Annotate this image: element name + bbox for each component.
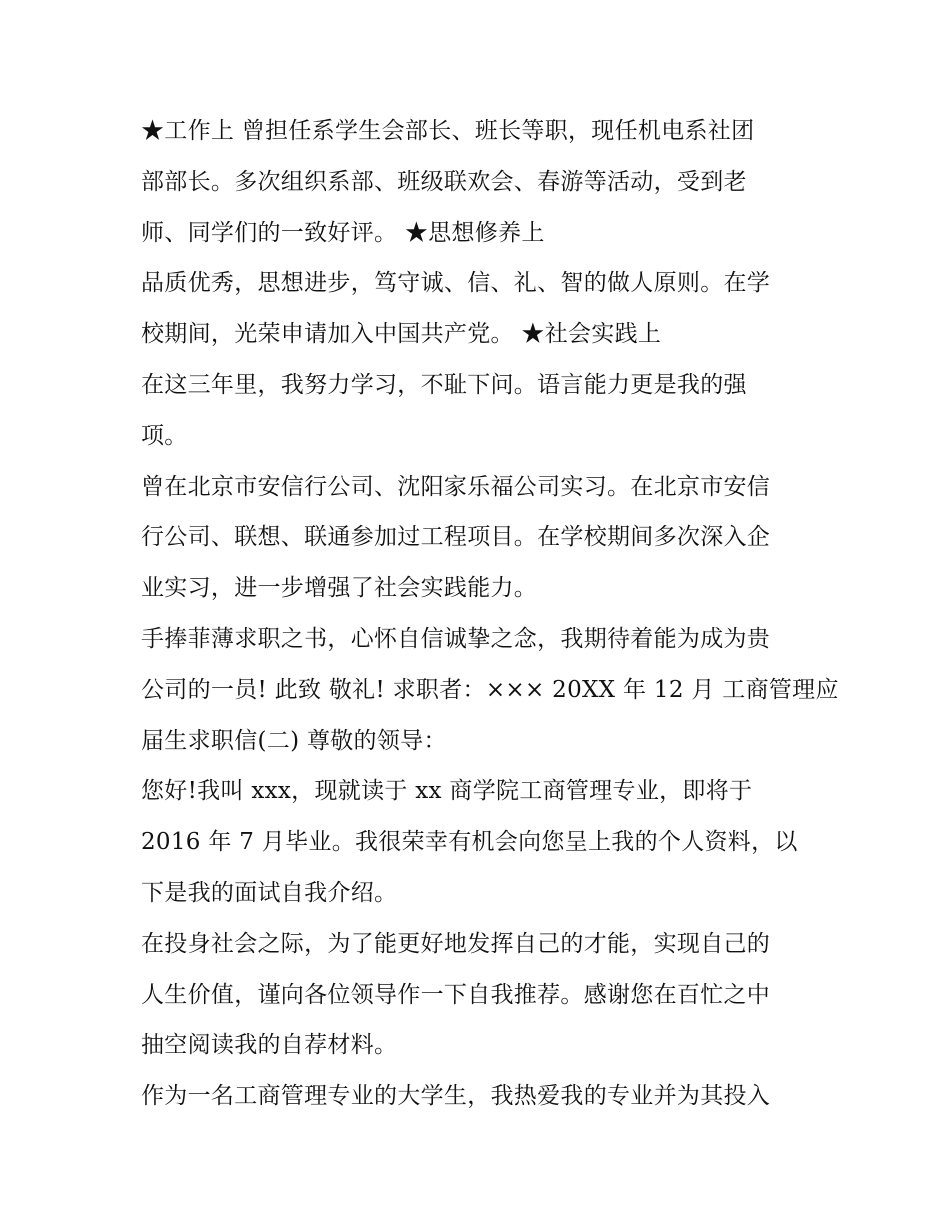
text-line: 届生求职信(二) 尊敬的领导：	[141, 727, 447, 754]
text-line: 在这三年里，我努力学习，不耻下问。语言能力更是我的强	[141, 371, 747, 398]
text-line: 您好!我叫 xxx，现就读于 xx 商学院工商管理专业，即将于	[141, 778, 753, 805]
text-line: 曾在北京市安信行公司、沈阳家乐福公司实习。在北京市安信	[141, 473, 771, 500]
text-line: 下是我的面试自我介绍。	[141, 879, 398, 906]
text-line: ★工作上 曾担任系学生会部长、班长等职，现任机电系社团	[141, 118, 755, 144]
text-line: 部部长。多次组织系部、班级联欢会、春游等活动，受到老	[141, 168, 747, 195]
text-line: 品质优秀，思想进步，笃守诚、信、礼、智的做人原则。在学	[141, 270, 771, 297]
text-line: 在投身社会之际，为了能更好地发挥自己的才能，实现自己的	[141, 930, 771, 957]
text-line: 公司的一员! 此致 敬礼! 求职者：××× 20XX 年 12 月 工商管理应	[141, 676, 839, 703]
text-line: 抽空阅读我的自荐材料。	[141, 1032, 398, 1059]
text-line: 校期间，光荣申请加入中国共产党。 ★社会实践上	[141, 321, 662, 348]
text-line: 业实习，进一步增强了社会实践能力。	[141, 575, 538, 602]
text-line: 作为一名工商管理专业的大学生，我热爱我的专业并为其投入	[141, 1083, 771, 1110]
text-line: 师、同学们的一致好评。 ★思想修养上	[141, 219, 545, 246]
text-line: 人生价值，谨向各位领导作一下自我推荐。感谢您在百忙之中	[141, 981, 771, 1008]
document-body	[141, 111, 839, 1127]
text-line: 行公司、联想、联通参加过工程项目。在学校期间多次深入企	[141, 524, 771, 551]
text-line: 2016 年 7 月毕业。我很荣幸有机会向您呈上我的个人资料，以	[141, 829, 798, 856]
text-line: 项。	[141, 422, 188, 449]
text-line: 手捧菲薄求职之书，心怀自信诚挚之念，我期待着能为成为贵	[141, 625, 771, 652]
